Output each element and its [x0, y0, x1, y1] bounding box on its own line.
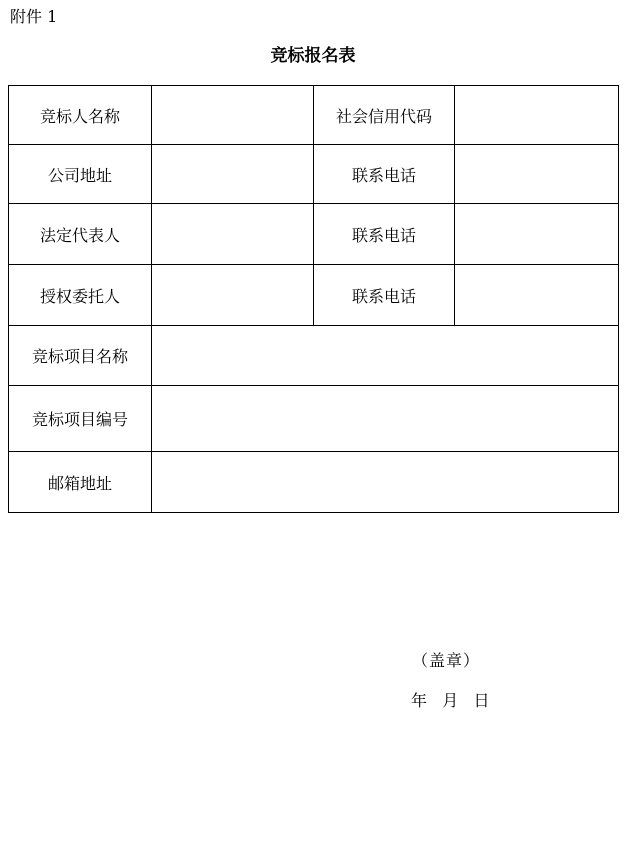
table-row	[9, 204, 619, 265]
table-row	[9, 452, 619, 513]
company-phone-label: 联系电话	[314, 145, 455, 204]
registration-form-table	[8, 85, 619, 513]
project-name-label: 竞标项目名称	[9, 326, 152, 386]
email-address-field[interactable]	[152, 452, 619, 513]
table-row	[9, 86, 619, 145]
bidder-name-label: 竞标人名称	[9, 86, 152, 145]
legal-rep-phone-field[interactable]	[455, 204, 619, 265]
project-number-field[interactable]	[152, 386, 619, 452]
bidder-name-field[interactable]	[152, 86, 314, 145]
legal-rep-field[interactable]	[152, 204, 314, 265]
company-phone-field[interactable]	[455, 145, 619, 204]
credit-code-field[interactable]	[455, 86, 619, 145]
table-row	[9, 265, 619, 326]
company-address-label: 公司地址	[9, 145, 152, 204]
authorized-agent-field[interactable]	[152, 265, 314, 326]
table-row	[9, 326, 619, 386]
agent-phone-field[interactable]	[455, 265, 619, 326]
date-line: 年 月 日	[411, 691, 490, 710]
legal-rep-phone-label: 联系电话	[314, 204, 455, 265]
table-row	[9, 386, 619, 452]
authorized-agent-label: 授权委托人	[9, 265, 152, 326]
table-row	[9, 145, 619, 204]
attachment-label: 附件 1	[10, 7, 58, 26]
page-title: 竞标报名表	[270, 46, 356, 66]
email-address-label: 邮箱地址	[9, 452, 152, 513]
company-address-field[interactable]	[152, 145, 314, 204]
credit-code-label: 社会信用代码	[314, 86, 455, 145]
legal-rep-label: 法定代表人	[9, 204, 152, 265]
project-name-field[interactable]	[152, 326, 619, 386]
project-number-label: 竞标项目编号	[9, 386, 152, 452]
agent-phone-label: 联系电话	[314, 265, 455, 326]
seal-label: （盖章）	[412, 651, 481, 670]
